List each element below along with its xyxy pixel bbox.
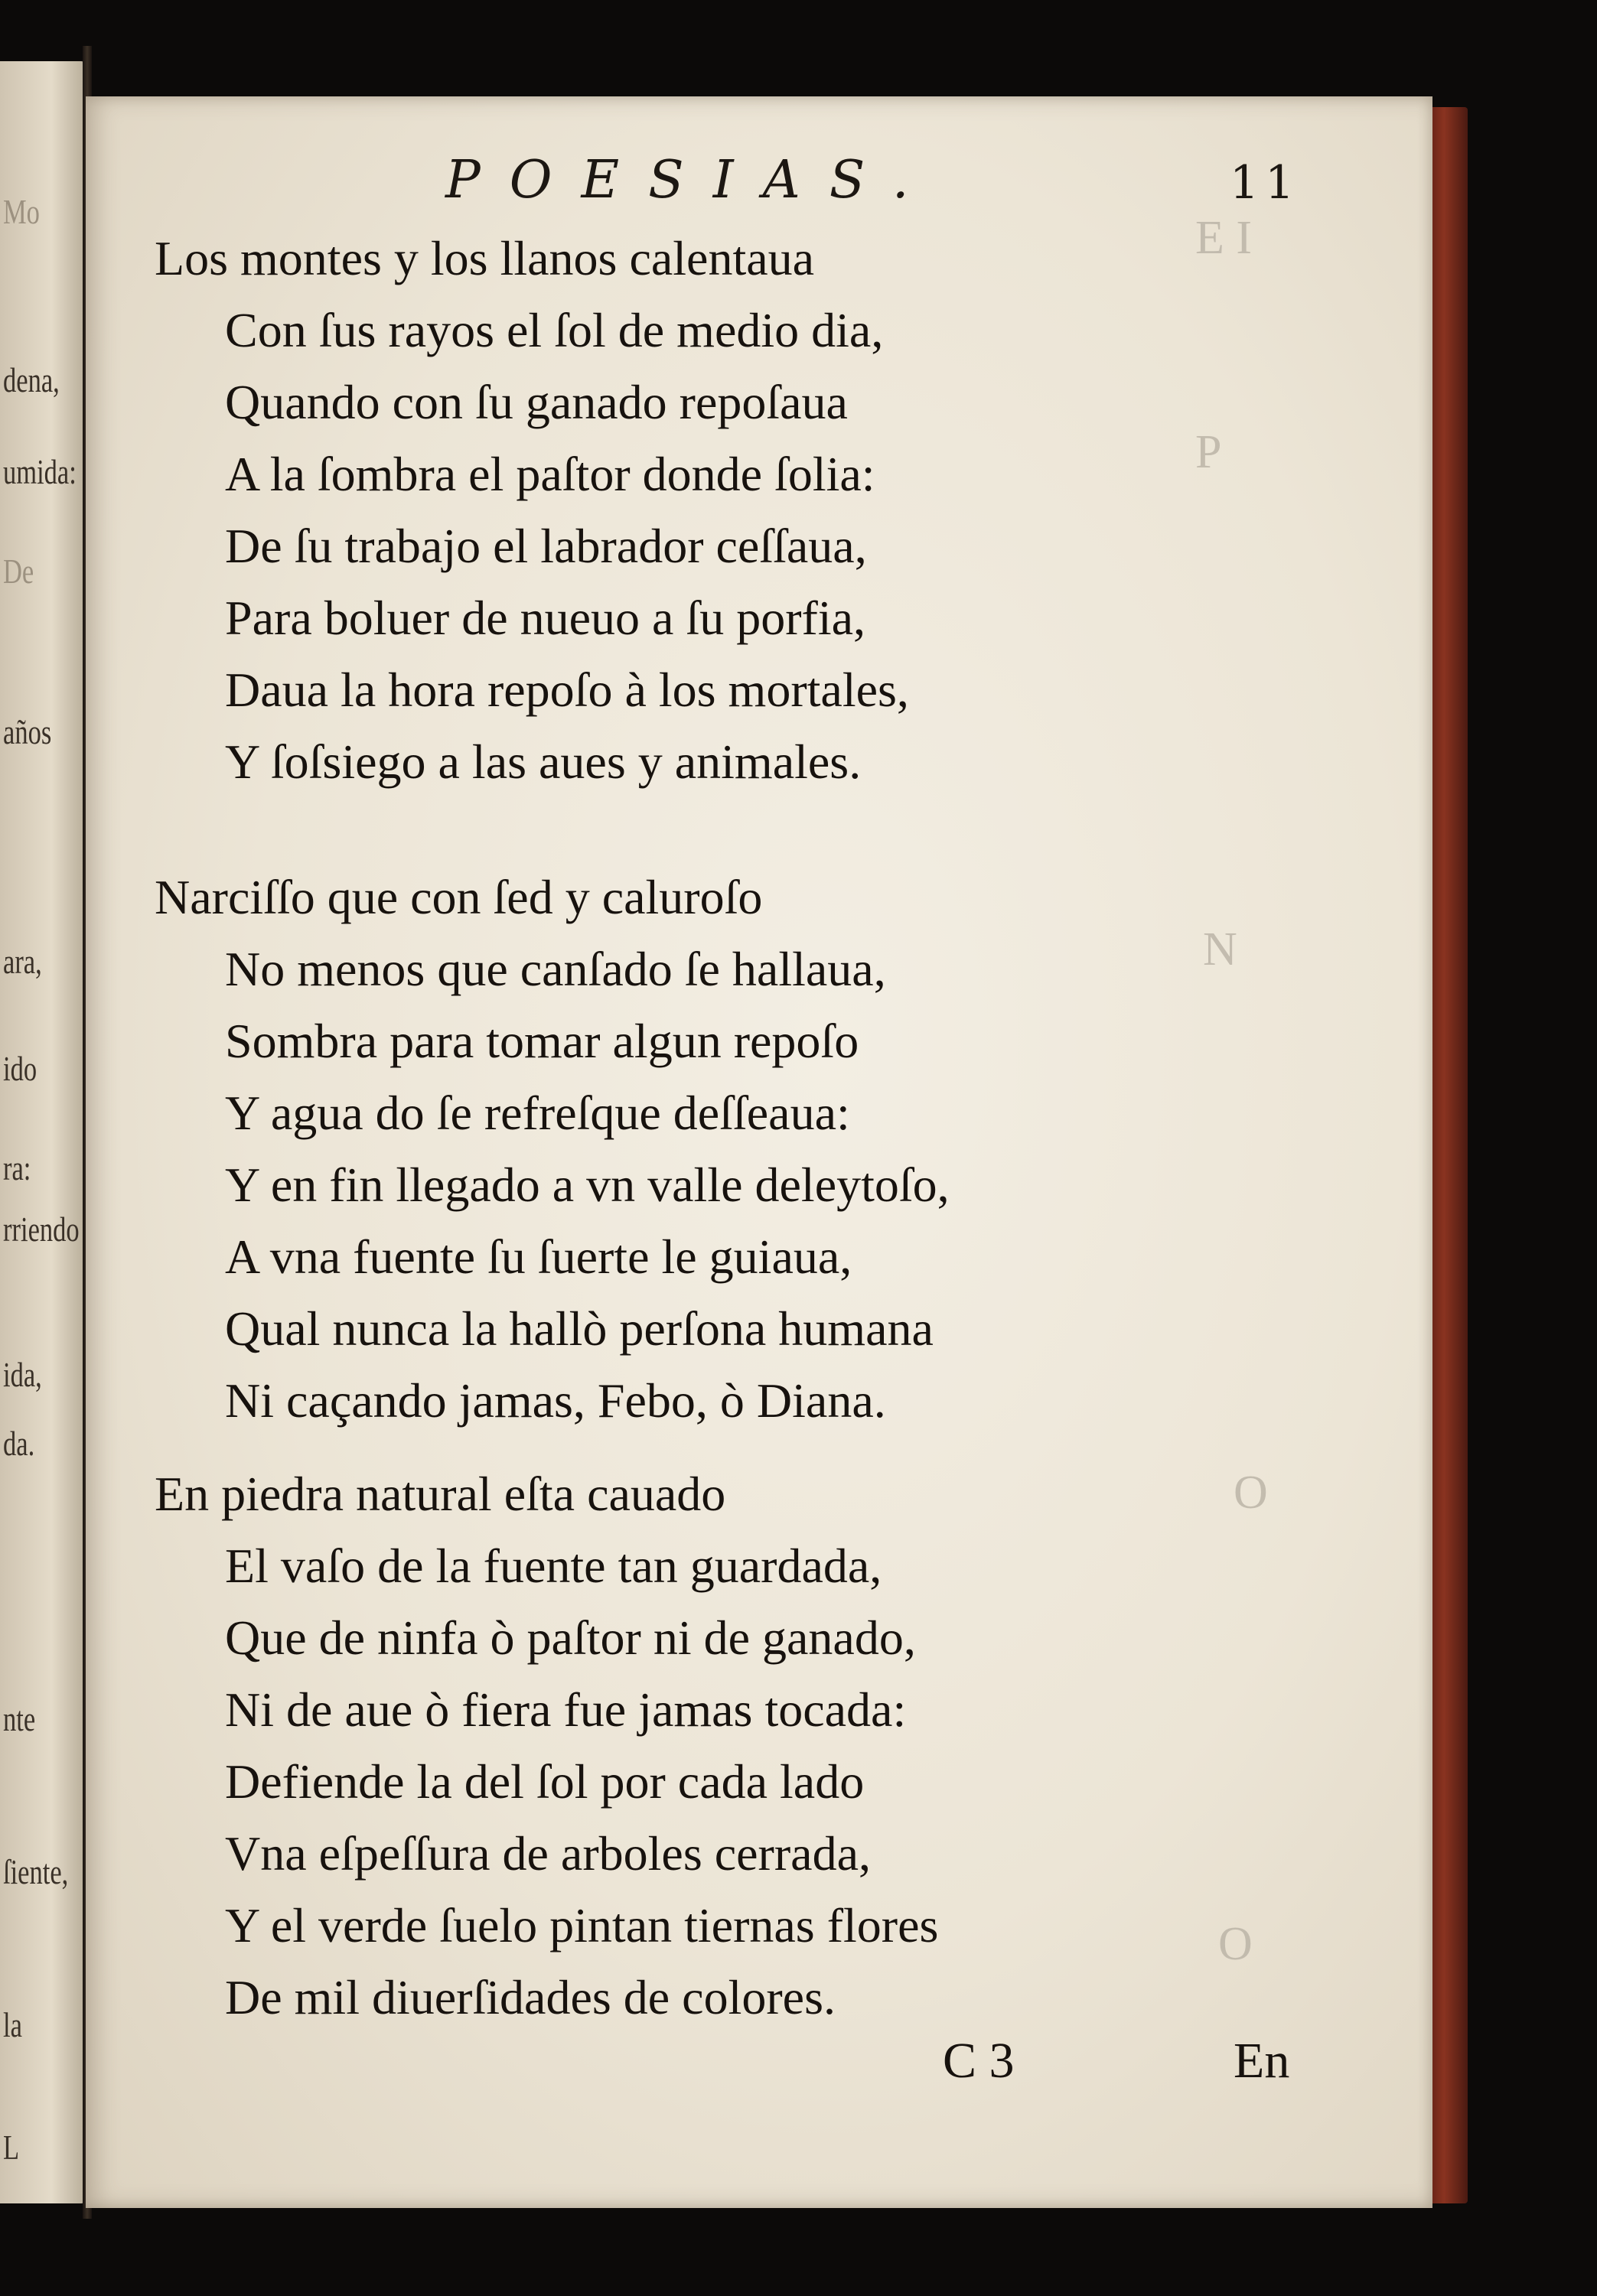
verse-line: Para boluer de nueuo a ſu porfia,: [225, 591, 866, 645]
verse-line: Quando con ſu ganado repoſaua: [225, 375, 848, 429]
verse-line: Daua la hora repoſo à los mortales,: [225, 663, 909, 717]
show-through-mark: P: [1195, 426, 1222, 478]
catchword: En: [1234, 2033, 1290, 2089]
verse-line: Ni de aue ò fiera fue jamas tocada:: [225, 1682, 907, 1737]
signature-mark: C 3: [943, 2033, 1015, 2089]
verse-line: Y en fin llegado a vn valle deleytoſo,: [225, 1158, 950, 1212]
verse-line: Los montes y los llanos calentaua: [155, 231, 815, 285]
facing-fragment: ra:: [3, 1148, 31, 1187]
facing-fragment: rriendo: [3, 1210, 80, 1249]
verse-line: De mil diuerſidades de colores.: [225, 1970, 836, 2024]
stanza-1: [155, 223, 1318, 798]
facing-fragment: De: [3, 552, 34, 591]
verse-line: Sombra para tomar algun repoſo: [225, 1014, 859, 1068]
verse-line: Que de ninfa ò paſtor ni de ganado,: [225, 1610, 916, 1665]
verse-line: Y agua do ſe refreſque deſſeaua:: [225, 1086, 850, 1140]
facing-page-edge: [0, 61, 86, 2203]
show-through-mark: O: [1218, 1918, 1253, 1970]
facing-fragment: ida,: [3, 1355, 42, 1394]
facing-fragment: ſiente,: [3, 1852, 69, 1891]
stanza-2: [155, 861, 1318, 1437]
verse-line: Narciſſo que con ſed y caluroſo: [155, 870, 763, 924]
verse-line: El vaſo de la fuente tan guardada,: [225, 1539, 882, 1593]
verse-line: Y el verde ſuelo pintan tiernas flores: [225, 1898, 939, 1952]
verse-line: De ſu trabajo el labrador ceſſaua,: [225, 519, 867, 573]
verse-line: No menos que canſado ſe hallaua,: [225, 942, 886, 996]
facing-fragment: L: [3, 2128, 20, 2167]
verse-line: Vna eſpeſſura de arboles cerrada,: [225, 1826, 871, 1881]
facing-fragment: ara,: [3, 942, 42, 981]
verse-line: Y ſoſsiego a las aues y animales.: [225, 734, 862, 789]
verse-line: En piedra natural eſta cauado: [155, 1467, 726, 1521]
show-through-mark: E I: [1195, 212, 1253, 264]
verse-line: A vna fuente ſu ſuerte le guiaua,: [225, 1229, 852, 1284]
facing-fragment: Mo: [3, 192, 40, 231]
facing-fragment: umida:: [3, 452, 77, 491]
show-through-mark: N: [1203, 923, 1237, 975]
facing-fragment: dena,: [3, 360, 60, 399]
facing-fragment: la: [3, 2005, 22, 2044]
running-head: POESIAS.: [445, 150, 938, 210]
verse-line: Con ſus rayos el ſol de medio dia,: [225, 303, 884, 357]
verse-line: Defiende la del ſol por cada lado: [225, 1754, 865, 1809]
facing-fragment: nte: [3, 1699, 36, 1738]
stanza-3: [155, 1458, 1318, 2034]
page-number: 11: [1230, 156, 1301, 210]
show-through-mark: O: [1234, 1467, 1268, 1519]
book-page: [86, 96, 1432, 2208]
facing-fragment: años: [3, 712, 52, 751]
verse-line: Ni caçando jamas, Febo, ò Diana.: [225, 1373, 886, 1428]
facing-fragment: ido: [3, 1049, 37, 1088]
facing-fragment: da.: [3, 1424, 35, 1463]
verse-line: Qual nunca la hallò perſona humana: [225, 1301, 934, 1356]
verse-line: A la ſombra el paſtor donde ſolia:: [225, 447, 875, 501]
